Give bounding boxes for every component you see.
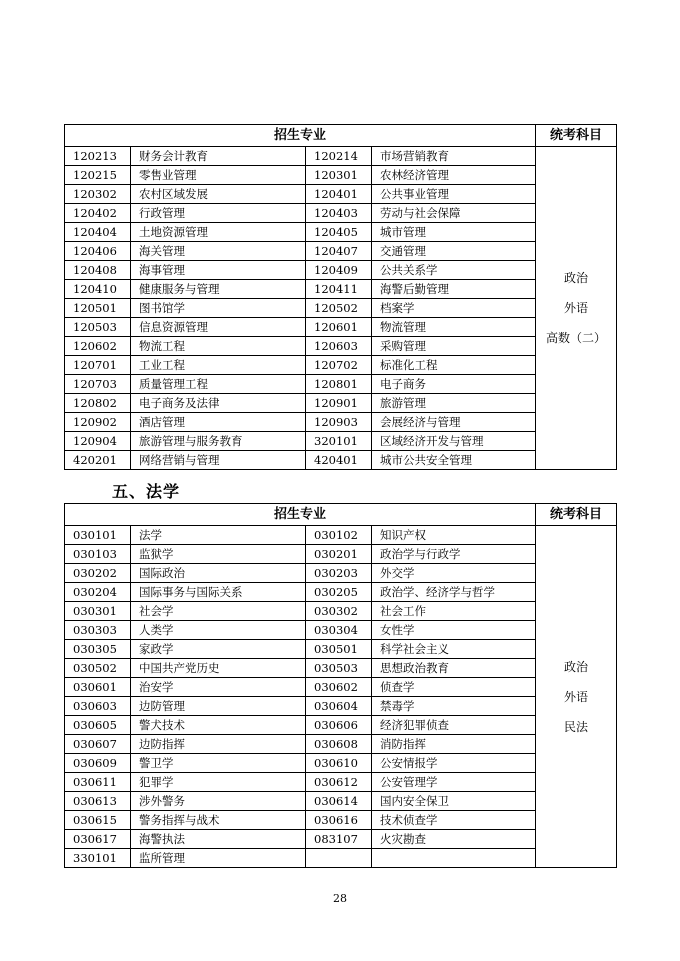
major-name-cell: 公共事业管理 <box>372 185 536 204</box>
table-row <box>65 811 617 830</box>
major-code-cell: 030606 <box>306 716 372 735</box>
table-row <box>65 451 617 470</box>
table-row <box>65 697 617 716</box>
major-code-cell: 030603 <box>65 697 131 716</box>
major-name-cell: 财务会计教育 <box>131 147 306 166</box>
major-code-cell: 120802 <box>65 394 131 413</box>
major-name-cell: 交通管理 <box>372 242 536 261</box>
major-name-cell: 国内安全保卫 <box>372 792 536 811</box>
major-name-cell: 城市公共安全管理 <box>372 451 536 470</box>
major-name-cell: 涉外警务 <box>131 792 306 811</box>
table-row <box>65 678 617 697</box>
table-row <box>65 792 617 811</box>
major-code-cell: 320101 <box>306 432 372 451</box>
exam-subject: 民法 <box>564 719 589 734</box>
table-header-row <box>65 504 617 526</box>
table-row <box>65 849 617 868</box>
major-code-cell: 030615 <box>65 811 131 830</box>
major-name-cell: 酒店管理 <box>131 413 306 432</box>
major-code-cell: 120404 <box>65 223 131 242</box>
major-name-cell: 健康服务与管理 <box>131 280 306 299</box>
major-code-cell: 030611 <box>65 773 131 792</box>
table-row <box>65 754 617 773</box>
major-name-cell: 警务指挥与战术 <box>131 811 306 830</box>
exam-subjects-cell <box>536 526 617 868</box>
major-name-cell: 海警后勤管理 <box>372 280 536 299</box>
major-name-cell <box>372 849 536 868</box>
major-name-cell: 电子商务及法律 <box>131 394 306 413</box>
major-code-cell: 120402 <box>65 204 131 223</box>
major-name-cell: 监狱学 <box>131 545 306 564</box>
major-name-cell: 档案学 <box>372 299 536 318</box>
table-row <box>65 375 617 394</box>
major-name-cell: 行政管理 <box>131 204 306 223</box>
table-row <box>65 413 617 432</box>
exam-subject: 高数（二） <box>546 331 607 345</box>
major-code-cell: 120501 <box>65 299 131 318</box>
section-title: 五、法学 <box>112 482 181 501</box>
major-name-cell: 科学社会主义 <box>372 640 536 659</box>
table-row <box>65 223 617 242</box>
exam-subject: 外语 <box>564 689 589 704</box>
major-name-cell: 公安管理学 <box>372 773 536 792</box>
exam-subjects-cell <box>536 147 617 470</box>
major-code-cell: 030609 <box>65 754 131 773</box>
major-code-cell: 120408 <box>65 261 131 280</box>
table-row <box>65 432 617 451</box>
majors-table-law <box>64 503 617 868</box>
table-row <box>65 242 617 261</box>
major-code-cell: 120903 <box>306 413 372 432</box>
major-code-cell: 120302 <box>65 185 131 204</box>
major-name-cell: 思想政治教育 <box>372 659 536 678</box>
major-code-cell: 030614 <box>306 792 372 811</box>
major-code-cell <box>306 849 372 868</box>
table-row <box>65 299 617 318</box>
major-code-cell: 030301 <box>65 602 131 621</box>
major-name-cell: 侦查学 <box>372 678 536 697</box>
majors-table-management <box>64 124 617 470</box>
major-code-cell: 030604 <box>306 697 372 716</box>
major-name-cell: 消防指挥 <box>372 735 536 754</box>
major-name-cell: 海警执法 <box>131 830 306 849</box>
major-name-cell: 工业工程 <box>131 356 306 375</box>
major-code-cell: 120602 <box>65 337 131 356</box>
table-row <box>65 602 617 621</box>
major-code-cell: 030302 <box>306 602 372 621</box>
major-name-cell: 旅游管理与服务教育 <box>131 432 306 451</box>
major-code-cell: 120407 <box>306 242 372 261</box>
major-code-cell: 030503 <box>306 659 372 678</box>
major-name-cell: 犯罪学 <box>131 773 306 792</box>
major-name-cell: 经济犯罪侦查 <box>372 716 536 735</box>
major-name-cell: 政治学、经济学与哲学 <box>372 583 536 602</box>
major-name-cell: 火灾勘查 <box>372 830 536 849</box>
major-name-cell: 社会学 <box>131 602 306 621</box>
major-name-cell: 电子商务 <box>372 375 536 394</box>
major-code-cell: 120213 <box>65 147 131 166</box>
major-name-cell: 零售业管理 <box>131 166 306 185</box>
table-row <box>65 166 617 185</box>
header-subjects: 统考科目 <box>536 125 617 147</box>
major-code-cell: 030613 <box>65 792 131 811</box>
major-code-cell: 030102 <box>306 526 372 545</box>
major-code-cell: 030304 <box>306 621 372 640</box>
major-code-cell: 030305 <box>65 640 131 659</box>
table-row <box>65 318 617 337</box>
major-name-cell: 女性学 <box>372 621 536 640</box>
major-name-cell: 物流管理 <box>372 318 536 337</box>
table-row <box>65 147 617 166</box>
major-code-cell: 030501 <box>306 640 372 659</box>
major-name-cell: 区域经济开发与管理 <box>372 432 536 451</box>
major-code-cell: 420201 <box>65 451 131 470</box>
exam-subject: 政治 <box>564 659 589 674</box>
major-name-cell: 技术侦查学 <box>372 811 536 830</box>
major-name-cell: 社会工作 <box>372 602 536 621</box>
major-name-cell: 警犬技术 <box>131 716 306 735</box>
major-name-cell: 警卫学 <box>131 754 306 773</box>
major-code-cell: 030201 <box>306 545 372 564</box>
table-row <box>65 659 617 678</box>
major-name-cell: 监所管理 <box>131 849 306 868</box>
major-code-cell: 030601 <box>65 678 131 697</box>
major-code-cell: 120703 <box>65 375 131 394</box>
major-name-cell: 海关管理 <box>131 242 306 261</box>
major-code-cell: 330101 <box>65 849 131 868</box>
major-code-cell: 120411 <box>306 280 372 299</box>
major-code-cell: 120502 <box>306 299 372 318</box>
major-name-cell: 图书馆学 <box>131 299 306 318</box>
table-row <box>65 356 617 375</box>
major-code-cell: 030205 <box>306 583 372 602</box>
major-name-cell: 海事管理 <box>131 261 306 280</box>
major-name-cell: 外交学 <box>372 564 536 583</box>
header-major: 招生专业 <box>65 125 536 147</box>
major-name-cell: 网络营销与管理 <box>131 451 306 470</box>
major-code-cell: 030610 <box>306 754 372 773</box>
table-row <box>65 394 617 413</box>
major-name-cell: 物流工程 <box>131 337 306 356</box>
table-row <box>65 204 617 223</box>
major-code-cell: 120603 <box>306 337 372 356</box>
major-code-cell: 030602 <box>306 678 372 697</box>
major-code-cell: 030612 <box>306 773 372 792</box>
major-name-cell: 边防管理 <box>131 697 306 716</box>
major-code-cell: 030203 <box>306 564 372 583</box>
major-code-cell: 120410 <box>65 280 131 299</box>
major-code-cell: 030202 <box>65 564 131 583</box>
table-row <box>65 545 617 564</box>
table-row <box>65 185 617 204</box>
table-row <box>65 280 617 299</box>
table-row <box>65 564 617 583</box>
table-row <box>65 526 617 545</box>
major-code-cell: 030103 <box>65 545 131 564</box>
major-code-cell: 030617 <box>65 830 131 849</box>
major-name-cell: 国际政治 <box>131 564 306 583</box>
major-name-cell: 劳动与社会保障 <box>372 204 536 223</box>
major-code-cell: 120215 <box>65 166 131 185</box>
table-row <box>65 773 617 792</box>
major-code-cell: 120214 <box>306 147 372 166</box>
major-name-cell: 标准化工程 <box>372 356 536 375</box>
major-code-cell: 420401 <box>306 451 372 470</box>
major-name-cell: 会展经济与管理 <box>372 413 536 432</box>
major-name-cell: 人类学 <box>131 621 306 640</box>
exam-subject: 外语 <box>564 301 589 315</box>
major-name-cell: 城市管理 <box>372 223 536 242</box>
major-name-cell: 法学 <box>131 526 306 545</box>
major-code-cell: 030605 <box>65 716 131 735</box>
table-header-row <box>65 125 617 147</box>
major-code-cell: 120301 <box>306 166 372 185</box>
major-name-cell: 治安学 <box>131 678 306 697</box>
major-code-cell: 120801 <box>306 375 372 394</box>
major-code-cell: 120409 <box>306 261 372 280</box>
major-name-cell: 质量管理工程 <box>131 375 306 394</box>
major-name-cell: 国际事务与国际关系 <box>131 583 306 602</box>
major-name-cell: 中国共产党历史 <box>131 659 306 678</box>
table-row <box>65 261 617 280</box>
table-row <box>65 735 617 754</box>
major-name-cell: 土地资源管理 <box>131 223 306 242</box>
table-row <box>65 830 617 849</box>
major-code-cell: 030607 <box>65 735 131 754</box>
major-name-cell: 边防指挥 <box>131 735 306 754</box>
major-code-cell: 120503 <box>65 318 131 337</box>
major-name-cell: 公安情报学 <box>372 754 536 773</box>
major-name-cell: 农林经济管理 <box>372 166 536 185</box>
table-row <box>65 621 617 640</box>
major-name-cell: 采购管理 <box>372 337 536 356</box>
major-code-cell: 120403 <box>306 204 372 223</box>
table-row <box>65 640 617 659</box>
major-name-cell: 知识产权 <box>372 526 536 545</box>
exam-subject: 政治 <box>564 271 589 285</box>
major-name-cell: 信息资源管理 <box>131 318 306 337</box>
table-row <box>65 716 617 735</box>
major-name-cell: 政治学与行政学 <box>372 545 536 564</box>
major-code-cell: 120601 <box>306 318 372 337</box>
major-name-cell: 家政学 <box>131 640 306 659</box>
major-code-cell: 120901 <box>306 394 372 413</box>
page-number: 28 <box>333 892 347 905</box>
header-major: 招生专业 <box>65 504 536 526</box>
major-code-cell: 030608 <box>306 735 372 754</box>
major-code-cell: 030303 <box>65 621 131 640</box>
major-code-cell: 120406 <box>65 242 131 261</box>
major-name-cell: 公共关系学 <box>372 261 536 280</box>
major-code-cell: 030101 <box>65 526 131 545</box>
major-name-cell: 农村区域发展 <box>131 185 306 204</box>
table-row <box>65 583 617 602</box>
major-name-cell: 禁毒学 <box>372 697 536 716</box>
table-row <box>65 337 617 356</box>
major-code-cell: 120902 <box>65 413 131 432</box>
major-code-cell: 120904 <box>65 432 131 451</box>
major-code-cell: 120401 <box>306 185 372 204</box>
major-code-cell: 120701 <box>65 356 131 375</box>
major-code-cell: 030616 <box>306 811 372 830</box>
major-code-cell: 120405 <box>306 223 372 242</box>
major-code-cell: 030204 <box>65 583 131 602</box>
major-code-cell: 030502 <box>65 659 131 678</box>
major-name-cell: 市场营销教育 <box>372 147 536 166</box>
major-name-cell: 旅游管理 <box>372 394 536 413</box>
major-code-cell: 083107 <box>306 830 372 849</box>
header-subjects: 统考科目 <box>536 504 617 526</box>
major-code-cell: 120702 <box>306 356 372 375</box>
